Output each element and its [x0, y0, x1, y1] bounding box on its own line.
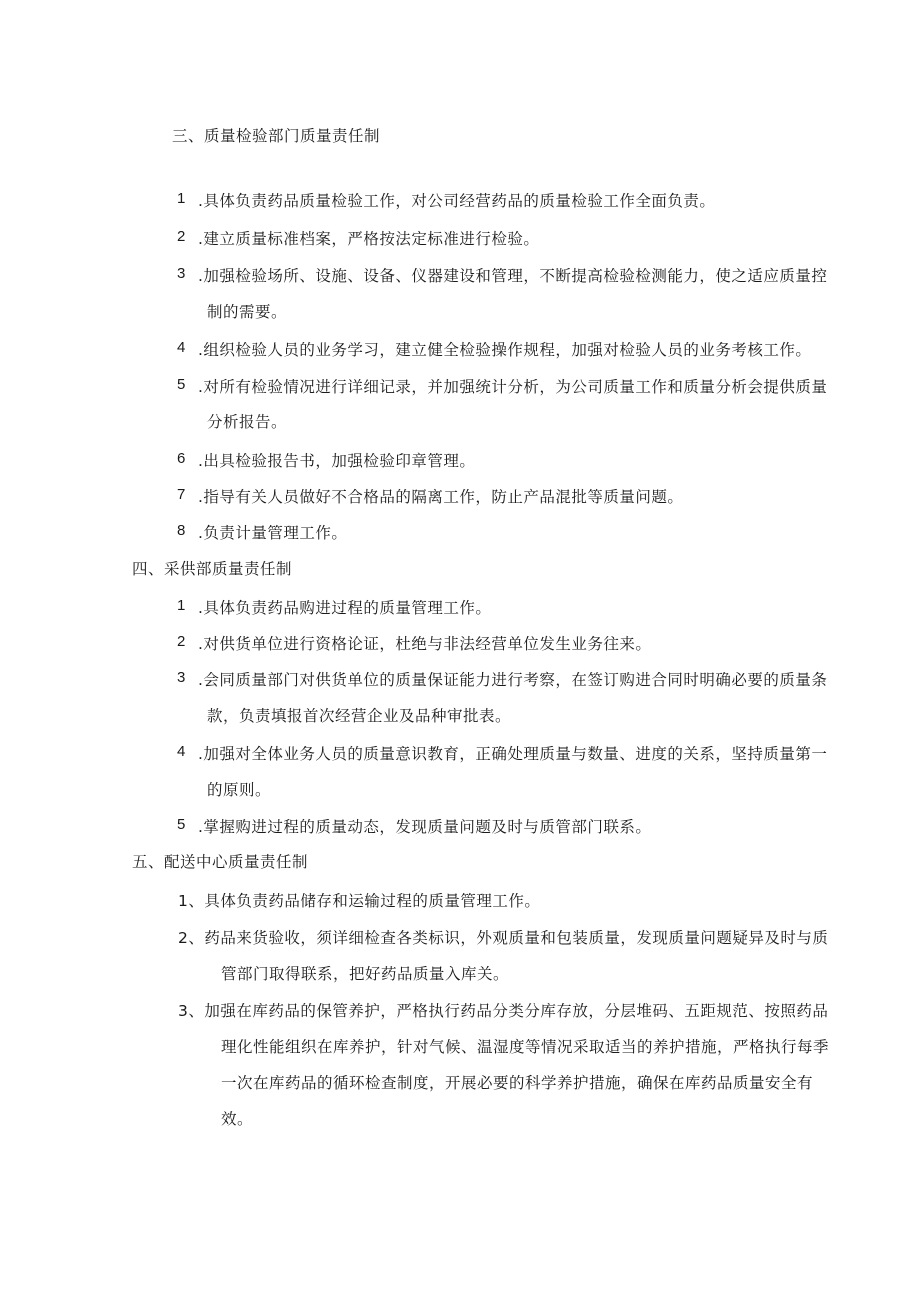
item-number: 2	[177, 633, 186, 650]
item-text-cont: 一次在库药品的循环检查制度，开展必要的科学养护措施，确保在库药品质量安全有	[221, 1074, 814, 1092]
item-text: .加强检验场所、设施、设备、仪器建设和管理，不断提高检验检测能力，使之适应质量控	[198, 267, 828, 285]
item-text-cont: 理化性能组织在库养护，针对气候、温湿度等情况采取适当的养护措施，严格执行每季	[221, 1038, 830, 1056]
item-number: 1	[177, 190, 186, 207]
item-text: .具体负责药品购进过程的质量管理工作。	[198, 599, 492, 617]
item-text: .指导有关人员做好不合格品的隔离工作，防止产品混批等质量问题。	[198, 488, 684, 506]
section-heading-4: 四、采供部质量责任制	[132, 560, 293, 578]
section-heading-3: 三、质量检验部门质量责任制	[172, 127, 381, 145]
item-number: 1	[177, 597, 186, 614]
item-number: 7	[177, 486, 186, 503]
item-text: .加强对全体业务人员的质量意识教育，正确处理质量与数量、进度的关系，坚持质量第一	[198, 745, 828, 763]
item-text: .具体负责药品质量检验工作，对公司经营药品的质量检验工作全面负责。	[198, 192, 716, 210]
item-number: 5	[177, 376, 186, 393]
item-text: .掌握购进过程的质量动态，发现质量问题及时与质管部门联系。	[198, 818, 652, 836]
item-text: .组织检验人员的业务学习，建立健全检验操作规程，加强对检验人员的业务考核工作。	[198, 341, 812, 359]
item-text: .负责计量管理工作。	[198, 524, 348, 542]
section-heading-5: 五、配送中心质量责任制	[132, 853, 309, 871]
item-text: .对所有检验情况进行详细记录，并加强统计分析，为公司质量工作和质量分析会提供质量	[198, 378, 828, 396]
item-text: 2、药品来货验收，须详细检查各类标识，外观质量和包装质量，发现质量问题疑异及时与质	[178, 929, 829, 947]
item-text: .对供货单位进行资格论证，杜绝与非法经营单位发生业务往来。	[198, 635, 652, 653]
item-text: .建立质量标准档案，严格按法定标准进行检验。	[198, 230, 540, 248]
item-text-cont: 分析报告。	[207, 413, 288, 431]
item-text-cont: 制的需要。	[207, 303, 288, 321]
item-text-cont: 款，负责填报首次经营企业及品种审批表。	[207, 707, 512, 725]
item-number: 4	[177, 339, 186, 356]
item-number: 3	[177, 265, 186, 282]
item-number: 4	[177, 743, 186, 760]
item-text: 1、具体负责药品储存和运输过程的质量管理工作。	[178, 892, 541, 910]
item-number: 5	[177, 816, 186, 833]
item-text-cont: 的原则。	[207, 781, 272, 799]
item-text: .会同质量部门对供货单位的质量保证能力进行考察，在签订购进合同时明确必要的质量条	[198, 671, 828, 689]
item-text: .出具检验报告书，加强检验印章管理。	[198, 452, 476, 470]
item-number: 8	[177, 522, 186, 539]
item-text-cont: 效。	[221, 1110, 254, 1128]
item-text-cont: 管部门取得联系，把好药品质量入库关。	[221, 965, 510, 983]
item-number: 6	[177, 450, 186, 467]
item-text: 3、加强在库药品的保管养护，严格执行药品分类分库存放，分层堆码、五距规范、按照药品	[178, 1002, 829, 1020]
item-number: 2	[177, 228, 186, 245]
item-number: 3	[177, 669, 186, 686]
